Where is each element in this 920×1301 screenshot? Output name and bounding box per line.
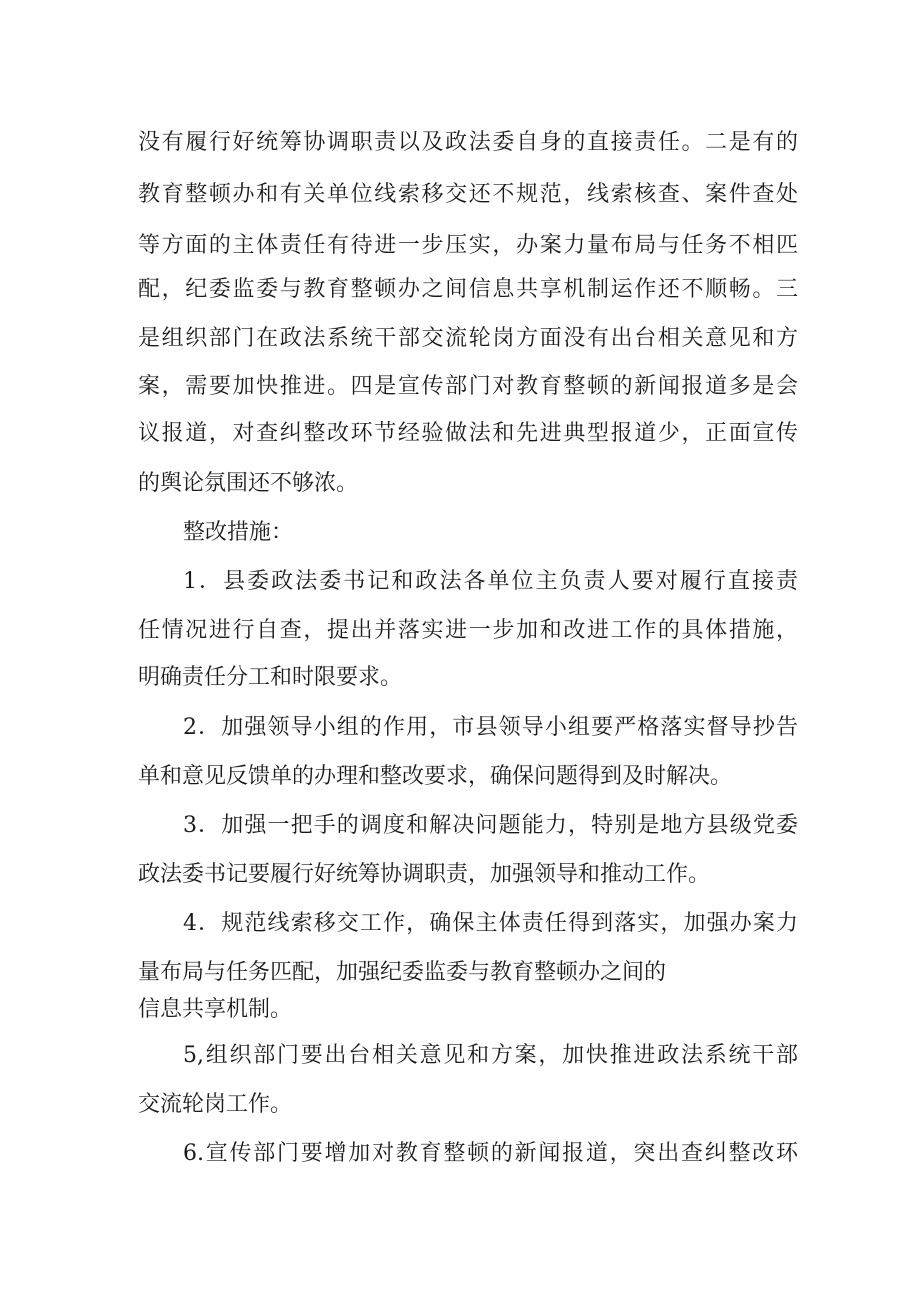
list-item-6-line: 6.宣传部门要增加对教育整顿的新闻报道，突出查纠整改环: [183, 1141, 798, 1166]
list-item-2-line: 单和意见反馈单的办理和整改要求，确保问题得到及时解决。: [138, 764, 733, 789]
body-line: 案，需要加快推进。四是宣传部门对教育整顿的新闻报道多是会: [138, 374, 798, 399]
body-line: 的舆论氛围还不够浓。: [138, 471, 359, 496]
list-item-4-line: 4．规范线索移交工作，确保主体责任得到落实，加强办案力: [183, 911, 798, 936]
list-item-3-line: 3．加强一把手的调度和解决问题能力，特别是地方县级党委: [183, 813, 798, 838]
body-line: 是组织部门在政法系统干部交流轮岗方面没有出台相关意见和方: [138, 326, 798, 351]
list-item-5-line: 5,组织部门要出台相关意见和方案，加快推进政法系统干部: [183, 1043, 798, 1068]
list-item-1-line: 任情况进行自查，提出并落实进一步加和改进工作的具体措施，: [138, 618, 798, 643]
body-line: 教育整顿办和有关单位线索移交还不规范，线索核查、案件查处: [138, 182, 798, 207]
list-item-1-line: 1．县委政法委书记和政法各单位主负责人要对履行直接责: [183, 569, 798, 594]
body-line: 没有履行好统筹协调职责以及政法委自身的直接责任。二是有的: [138, 130, 798, 155]
list-item-5-line: 交流轮岗工作。: [138, 1092, 293, 1117]
body-line: 配，纪委监委与教育整顿办之间信息共享机制运作还不顺畅。三: [138, 277, 798, 302]
body-line: 等方面的主体责任有待进一步压实，办案力量布局与任务不相匹: [138, 233, 798, 258]
list-item-4-line: 量布局与任务匹配，加强纪委监委与教育整顿办之间的: [138, 960, 667, 985]
list-item-3-line: 政法委书记要履行好统筹协调职责，加强领导和推动工作。: [138, 862, 711, 887]
body-line: 议报道，对查纠整改环节经验做法和先进典型报道少，正面宣传: [138, 421, 798, 446]
list-item-4-line: 信息共享机制。: [138, 997, 293, 1022]
section-heading: 整改措施：: [183, 520, 294, 545]
list-item-1-line: 明确责任分工和时限要求。: [138, 665, 403, 690]
list-item-2-line: 2．加强领导小组的作用，市县领导小组要严格落实督导抄告: [183, 715, 798, 740]
